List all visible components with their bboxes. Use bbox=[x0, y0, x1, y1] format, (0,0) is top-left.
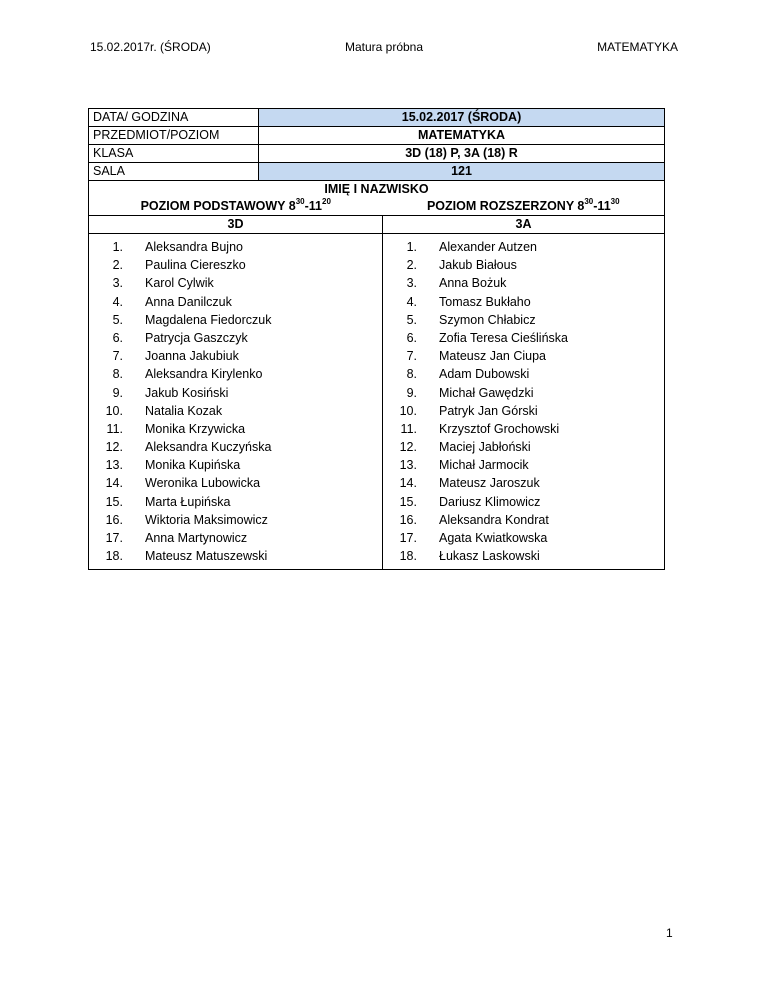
student-name: Alexander Autzen bbox=[439, 240, 537, 254]
student-name: Anna Bożuk bbox=[439, 276, 507, 291]
student-list-item bbox=[383, 511, 664, 529]
student-number: 11. bbox=[106, 421, 123, 436]
header-subject: MATEMATYKA bbox=[597, 40, 678, 54]
student-name: Anna Martynowicz bbox=[145, 531, 248, 545]
student-name: Aleksandra Kirylenko bbox=[145, 367, 263, 382]
student-list-item bbox=[383, 329, 664, 347]
student-lists-row bbox=[89, 234, 665, 570]
student-number: 9. bbox=[406, 385, 417, 400]
student-name: Weronika Lubowicka bbox=[145, 476, 261, 491]
student-number: 10. bbox=[105, 403, 123, 418]
student-number: 13. bbox=[105, 458, 123, 473]
student-number: 13. bbox=[399, 458, 417, 473]
extended-student-list bbox=[383, 238, 664, 565]
student-number: 5. bbox=[112, 312, 123, 327]
student-number: 16. bbox=[399, 512, 417, 527]
student-name: Aleksandra Kuczyńska bbox=[145, 440, 272, 455]
student-list-item bbox=[89, 274, 382, 292]
student-number: 8. bbox=[112, 367, 123, 382]
student-number: 18. bbox=[105, 549, 123, 564]
names-header: IMIĘ I NAZWISKO bbox=[89, 181, 665, 199]
student-name: Aleksandra Kondrat bbox=[439, 512, 549, 527]
subject-row bbox=[89, 127, 665, 145]
student-number: 4. bbox=[112, 294, 123, 309]
student-list-item bbox=[383, 293, 664, 311]
student-name: Monika Krzywicka bbox=[145, 421, 246, 436]
student-list-item bbox=[383, 384, 664, 402]
student-name: Marta Łupińska bbox=[145, 494, 231, 509]
student-name: Jakub Białous bbox=[439, 258, 517, 273]
date-label: DATA/ GODZINA bbox=[89, 109, 259, 127]
student-list-item bbox=[89, 529, 382, 547]
extended-student-cell bbox=[383, 234, 665, 570]
student-list-item bbox=[383, 547, 664, 565]
basic-student-cell bbox=[89, 234, 383, 570]
student-number: 17. bbox=[105, 531, 123, 545]
student-name: Mateusz Jan Ciupa bbox=[439, 349, 547, 364]
names-header-row bbox=[89, 181, 665, 199]
student-list-item bbox=[89, 238, 382, 256]
student-name: Paulina Ciereszko bbox=[145, 258, 246, 273]
student-list-item bbox=[89, 256, 382, 274]
extended-level-title: POZIOM ROZSZERZONY $8^{30}-11^{30}$ bbox=[383, 198, 665, 216]
student-list-item bbox=[383, 474, 664, 492]
date-row bbox=[89, 109, 665, 127]
student-number: 9. bbox=[112, 385, 123, 400]
student-number: 10. bbox=[399, 403, 417, 418]
student-number: 11. bbox=[400, 421, 417, 436]
student-name: Krzysztof Grochowski bbox=[439, 421, 560, 436]
student-name: Szymon Chłabicz bbox=[439, 312, 536, 327]
student-number: 3. bbox=[112, 276, 123, 291]
student-list-item bbox=[383, 456, 664, 474]
student-name: Joanna Jakubiuk bbox=[145, 349, 239, 364]
student-list-item bbox=[383, 274, 664, 292]
student-list-item bbox=[89, 456, 382, 474]
student-number: 7. bbox=[406, 349, 417, 364]
class-row bbox=[89, 145, 665, 163]
basic-level-title: POZIOM PODSTAWOWY $8^{30}-11^{20}$ bbox=[89, 198, 383, 216]
date-value: 15.02.2017 (ŚRODA) bbox=[259, 109, 665, 127]
student-number: 18. bbox=[399, 549, 417, 564]
student-number: 5. bbox=[406, 312, 417, 327]
student-name: Agata Kwiatkowska bbox=[439, 531, 548, 545]
student-name: Monika Kupińska bbox=[145, 458, 241, 473]
student-list-item bbox=[89, 420, 382, 438]
student-list-item bbox=[89, 347, 382, 365]
student-number: 15. bbox=[399, 494, 417, 509]
student-list-item bbox=[89, 329, 382, 347]
header-exam-title: Matura próbna bbox=[344, 40, 424, 54]
class-header-row bbox=[89, 216, 665, 234]
student-list-item bbox=[89, 547, 382, 565]
student-number: 17. bbox=[399, 531, 417, 545]
student-number: 12. bbox=[399, 440, 417, 455]
student-name: Magdalena Fiedorczuk bbox=[145, 312, 272, 327]
student-name: Anna Danilczuk bbox=[145, 294, 232, 309]
student-number: 4. bbox=[406, 294, 417, 309]
student-list-item bbox=[89, 311, 382, 329]
subject-label: PRZEDMIOT/POZIOM bbox=[89, 127, 259, 145]
student-name: Michał Jarmocik bbox=[439, 458, 529, 473]
student-number: 6. bbox=[112, 330, 123, 345]
page-number: 1 bbox=[666, 926, 673, 940]
student-list-item bbox=[383, 438, 664, 456]
basic-student-list bbox=[89, 238, 382, 565]
student-name: Patrycja Gaszczyk bbox=[145, 330, 248, 345]
student-list-item bbox=[383, 347, 664, 365]
room-label: SALA bbox=[89, 163, 259, 181]
student-number: 2. bbox=[406, 258, 417, 273]
level-row bbox=[89, 198, 665, 216]
student-number: 8. bbox=[406, 367, 417, 382]
student-number: 16. bbox=[105, 512, 123, 527]
student-name: Karol Cylwik bbox=[145, 276, 214, 291]
student-name: Łukasz Laskowski bbox=[439, 549, 540, 564]
student-number: 15. bbox=[105, 494, 123, 509]
student-list-item bbox=[383, 420, 664, 438]
student-list-item bbox=[383, 529, 664, 547]
student-name: Maciej Jabłoński bbox=[439, 440, 531, 455]
student-list-item bbox=[89, 365, 382, 383]
exam-info-table bbox=[88, 108, 665, 570]
header-date: 15.02.2017r. (ŚRODA) bbox=[90, 40, 211, 54]
student-name: Natalia Kozak bbox=[145, 403, 223, 418]
room-row bbox=[89, 163, 665, 181]
student-name: Tomasz Bukłaho bbox=[439, 294, 531, 309]
student-list-item bbox=[383, 365, 664, 383]
student-list-item bbox=[383, 238, 664, 256]
student-name: Dariusz Klimowicz bbox=[439, 494, 541, 509]
extended-class-name: 3A bbox=[383, 216, 665, 234]
page-header bbox=[90, 40, 678, 56]
student-list-item bbox=[89, 402, 382, 420]
student-name: Michał Gawędzki bbox=[439, 385, 534, 400]
class-value: 3D (18) P, 3A (18) R bbox=[259, 145, 665, 163]
student-name: Mateusz Matuszewski bbox=[145, 549, 268, 564]
student-number: 7. bbox=[112, 349, 123, 364]
class-label: KLASA bbox=[89, 145, 259, 163]
student-list-item bbox=[89, 293, 382, 311]
student-list-item bbox=[89, 493, 382, 511]
student-name: Jakub Kosiński bbox=[145, 385, 229, 400]
student-name: Aleksandra Bujno bbox=[145, 240, 243, 254]
student-list-item bbox=[383, 311, 664, 329]
subject-value: MATEMATYKA bbox=[259, 127, 665, 145]
student-number: 6. bbox=[406, 330, 417, 345]
student-number: 1. bbox=[406, 240, 417, 254]
student-list-item bbox=[383, 493, 664, 511]
student-list-item bbox=[383, 256, 664, 274]
student-list-item bbox=[383, 402, 664, 420]
room-value: 121 bbox=[259, 163, 665, 181]
basic-class-name: 3D bbox=[89, 216, 383, 234]
student-name: Wiktoria Maksimowicz bbox=[145, 512, 268, 527]
student-list-item bbox=[89, 384, 382, 402]
student-number: 3. bbox=[406, 276, 417, 291]
student-number: 14. bbox=[399, 476, 417, 491]
student-list-item bbox=[89, 511, 382, 529]
student-name: Mateusz Jaroszuk bbox=[439, 476, 540, 491]
student-number: 14. bbox=[105, 476, 123, 491]
student-list-item bbox=[89, 474, 382, 492]
student-number: 12. bbox=[105, 440, 123, 455]
student-number: 2. bbox=[112, 258, 123, 273]
student-name: Adam Dubowski bbox=[439, 367, 530, 382]
student-number: 1. bbox=[112, 240, 123, 254]
student-list-item bbox=[89, 438, 382, 456]
student-name: Patryk Jan Górski bbox=[439, 403, 538, 418]
student-name: Zofia Teresa Cieślińska bbox=[439, 330, 568, 345]
